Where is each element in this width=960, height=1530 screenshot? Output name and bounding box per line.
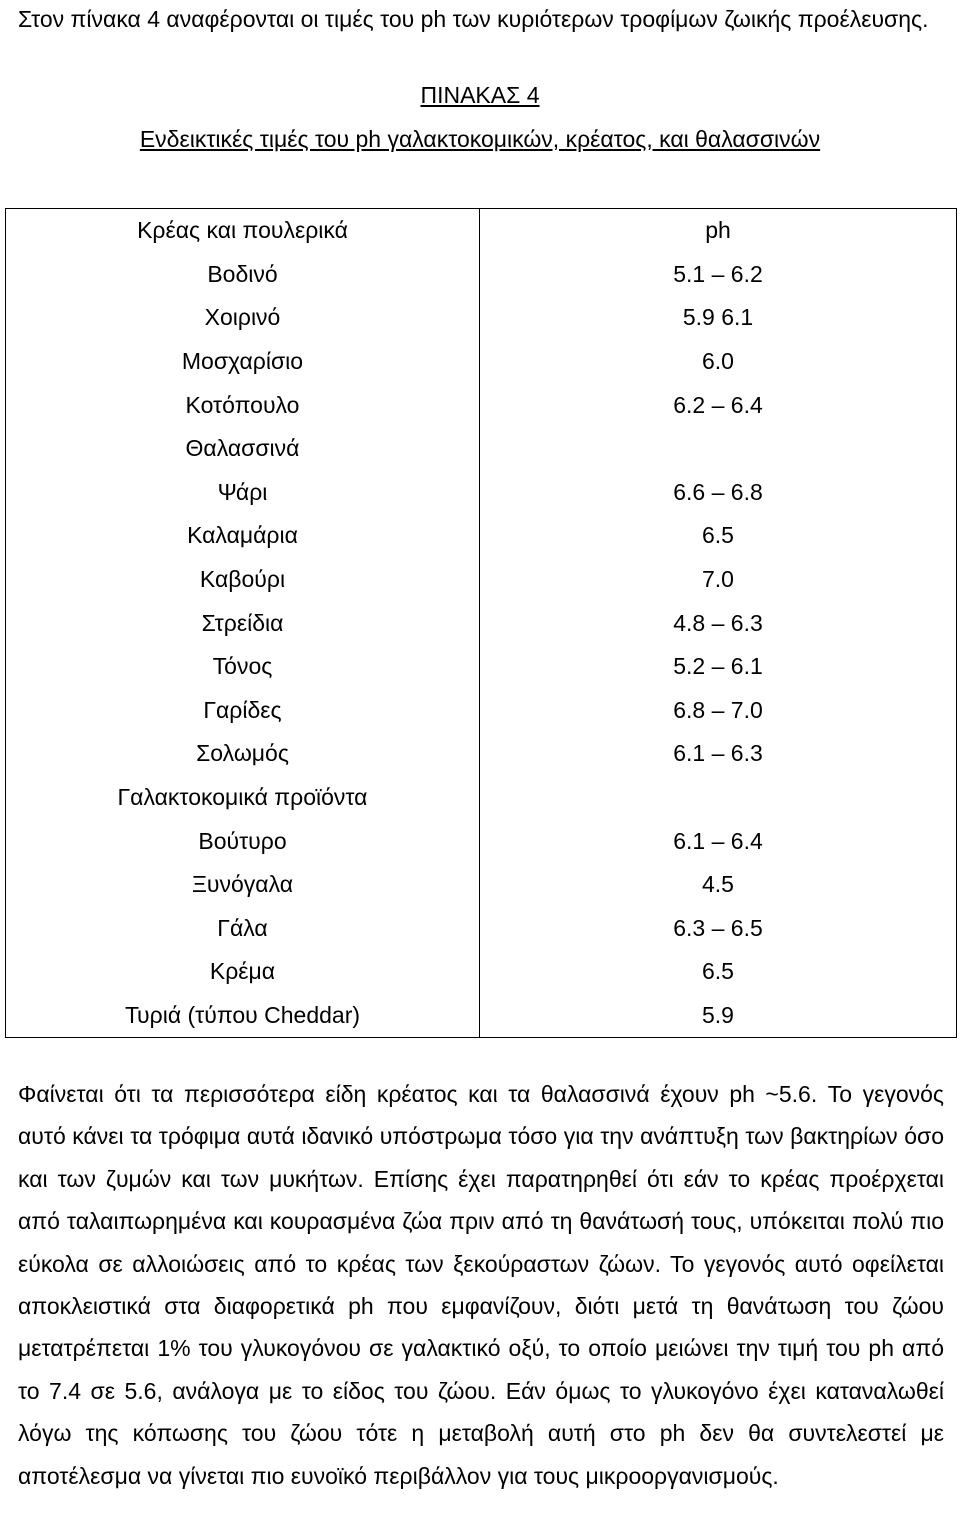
table-row [6,689,957,733]
body-paragraph: Φαίνεται ότι τα περισσότερα είδη κρέατος και τα θαλασσινά έχουν ph ~5.6. Το γεγονός αυτό κάνει τα τρόφιμα αυτά ιδανικό υπόστρωμα τόσο για την ανάπτυξη των βακτηρίων όσο και των ζυμών και των μυκήτων. Επίσης έχει παρατηρηθεί ότι εάν το κρέας προέρχεται από ταλαιπωρημένα και κουρασμένα ζώα πριν από τη θανάτωσή τους, υπόκειται πολύ πιο εύκολα σε αλλοιώσεις από το κρέας των ξεκούραστων ζώων. Το γεγονός αυτό οφείλεται αποκλειστικά στα διαφορετικά ph που εμφανίζουν, διότι μετά τη θανάτωση του ζώου μετατρέπεται 1% του γλυκογόνου σε γαλακτικό οξύ, το οποίο μειώνει την τιμή του ph από το 7.4 σε 5.6, ανάλογα με το είδος του ζώου. Εάν όμως το γλυκογόνο έχει καταναλωθεί λόγω της κόπωσης του ζώου τότε η μεταβολή αυτή στο ph δεν θα συντελεστεί με αποτέλεσμα να γίνεται πιο ευνοϊκό περιβάλλον για τους μικροοργανισμούς. [18,1081,944,1489]
food-cell: Γαλακτοκομικά προϊόντα [6,776,480,820]
ph-cell: 6.5 [480,514,957,558]
food-cell: Κοτόπουλο [6,383,480,427]
food-cell: Γάλα [6,907,480,951]
ph-cell: 4.5 [480,863,957,907]
header-category: Κρέας και πουλερικά [6,209,480,253]
ph-cell [480,776,957,820]
food-cell: Θαλασσινά [6,427,480,471]
table-title: ΠΙΝΑΚΑΣ 4 [420,82,540,108]
table-row [6,994,957,1038]
food-cell: Βούτυρο [6,819,480,863]
table-row [6,863,957,907]
ph-cell: 6.0 [480,340,957,384]
food-cell: Σολωμός [6,732,480,776]
table-row [6,558,957,602]
food-cell: Τόνος [6,645,480,689]
table-row [6,819,957,863]
table-row [6,645,957,689]
table-row [6,471,957,515]
food-cell: Ψάρι [6,471,480,515]
ph-cell: 5.9 6.1 [480,296,957,340]
header-ph: ph [480,209,957,253]
table-row [6,732,957,776]
food-cell: Γαρίδες [6,689,480,733]
ph-cell: 5.2 – 6.1 [480,645,957,689]
food-cell: Βοδινό [6,253,480,297]
table-row [6,907,957,951]
table-row [6,427,957,471]
intro-text: Στον πίνακα 4 αναφέρονται οι τιμές του ph των κυριότερων τροφίμων ζωικής προέλευσης. [18,6,929,32]
ph-cell [480,427,957,471]
table-caption: Ενδεικτικές τιμές του ph γαλακτοκομικών, κρέατος, και θαλασσινών [139,126,821,152]
food-cell: Ξυνόγαλα [6,863,480,907]
ph-cell: 6.6 – 6.8 [480,471,957,515]
food-cell: Κρέμα [6,950,480,994]
table-row [6,253,957,297]
table-row [6,776,957,820]
table-row [6,383,957,427]
ph-cell: 7.0 [480,558,957,602]
table-row [6,950,957,994]
table-row [6,601,957,645]
food-cell: Στρείδια [6,601,480,645]
table-header-row [6,209,957,253]
ph-cell: 5.1 – 6.2 [480,253,957,297]
food-cell: Καβούρι [6,558,480,602]
ph-cell: 5.9 [480,994,957,1038]
food-cell: Μοσχαρίσιο [6,340,480,384]
table-body [6,209,957,1038]
food-cell: Καλαμάρια [6,514,480,558]
ph-cell: 6.2 – 6.4 [480,383,957,427]
ph-cell: 6.3 – 6.5 [480,907,957,951]
ph-cell: 6.1 – 6.4 [480,819,957,863]
ph-cell: 6.1 – 6.3 [480,732,957,776]
ph-cell: 6.5 [480,950,957,994]
table-row [6,514,957,558]
ph-table [5,208,957,1038]
food-cell: Τυριά (τύπου Cheddar) [6,994,480,1038]
food-cell: Χοιρινό [6,296,480,340]
table-row [6,296,957,340]
table-row [6,340,957,384]
ph-cell: 6.8 – 7.0 [480,689,957,733]
ph-cell: 4.8 – 6.3 [480,601,957,645]
